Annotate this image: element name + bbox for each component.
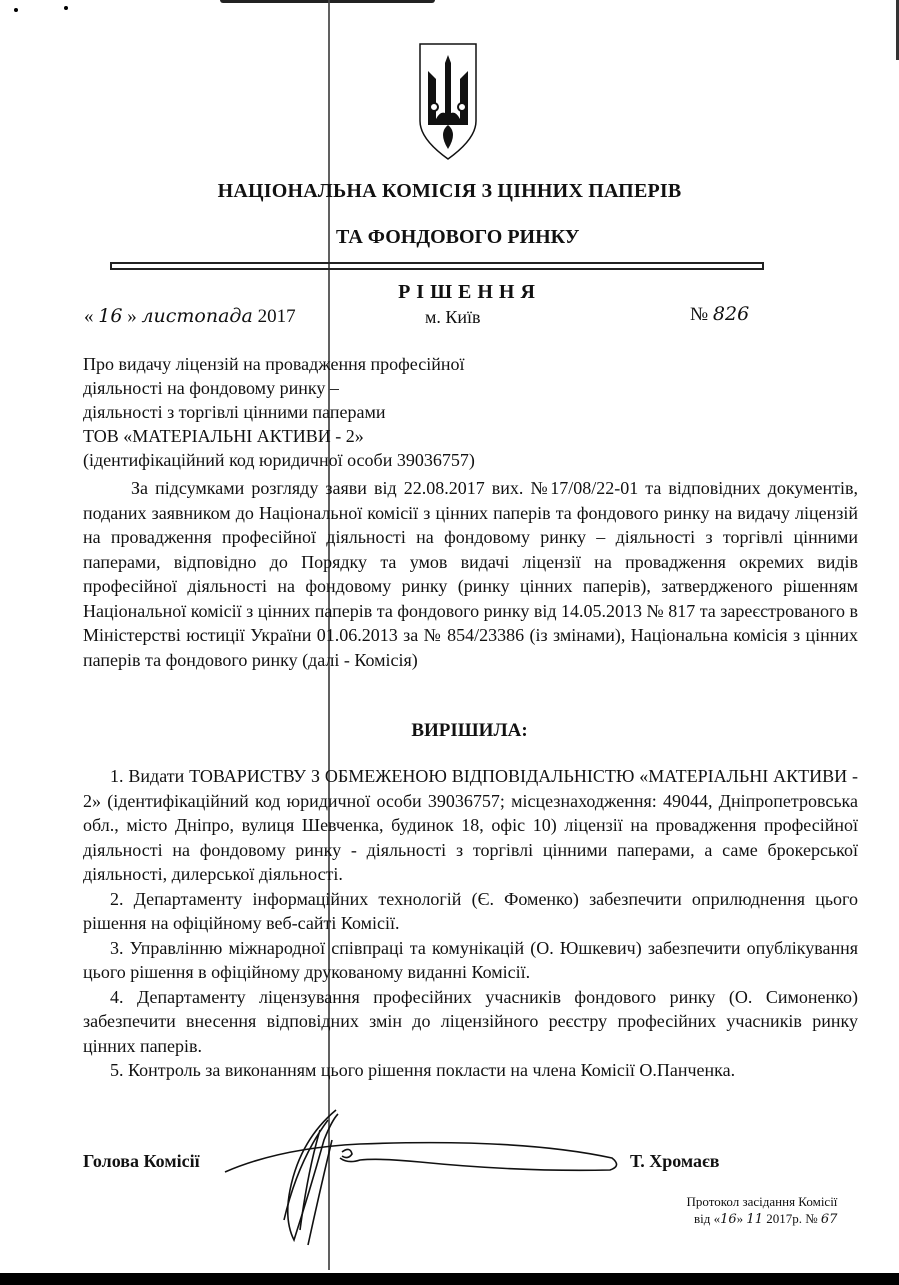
protocol-reference xyxy=(670,1193,837,1228)
number-label: № xyxy=(690,304,709,325)
signature-scribble xyxy=(220,1100,640,1250)
date-year: 2017 xyxy=(257,306,296,327)
scan-bottom-edge xyxy=(0,1273,899,1285)
subject-line: Про видачу ліцензій на провадження професійної xyxy=(83,354,465,374)
subject-line: (ідентифікаційний код юридичної особи 39036757) xyxy=(83,450,475,470)
protocol-day: 16 xyxy=(720,1212,737,1227)
organization-name-line2: ТА ФОНДОВОГО РИНКУ xyxy=(336,226,580,248)
decision-item: 1. Видати ТОВАРИСТВУ З ОБМЕЖЕНОЮ ВІДПОВІДАЛЬНІСТЮ «МАТЕРІАЛЬНІ АКТИВИ - 2» (ідентифікаційний код юридичної особи 39036757; місцезнаходження: 49044, Дніпропетровська обл., місто Дніпро, вулиця Шевченка, будинок 18, офіс 10) ліцензії на провадження професійної діяльності на фондовому ринку - діяльності з торгівлі цінними паперами, а саме брокерської діяльності, дилерської діяльності. xyxy=(83,766,858,884)
subject-line: діяльності на фондовому ринку – xyxy=(83,378,339,398)
document-title: РІШЕННЯ xyxy=(398,281,541,303)
resolved-heading: ВИРІШИЛА: xyxy=(411,720,528,741)
subject-block xyxy=(83,352,475,472)
preamble xyxy=(83,476,858,672)
city: м. Київ xyxy=(425,307,481,327)
protocol-line1: Протокол засідання Комісії xyxy=(686,1194,838,1209)
protocol-line2 xyxy=(670,1210,837,1228)
decision-item: 2. Департаменту інформаційних технологій (Є. Фоменко) забезпечити оприлюднення цього рішення на офіційному веб-сайті Комісії. xyxy=(83,888,858,933)
subject-line: діяльності з торгівлі цінними паперами xyxy=(83,402,386,422)
date-day: 16 xyxy=(98,305,123,327)
signatory-title: Голова Комісії xyxy=(83,1151,200,1171)
decision-item: 4. Департаменту ліцензування професійних учасників фондового ринку (О. Симоненко) забезпечити внесення відповідних змін до ліцензійного реєстру професійних учасників ринку цінних паперів. xyxy=(83,986,858,1056)
decision-number xyxy=(690,303,749,326)
decision-item: 3. Управлінню міжнародної співпраці та комунікацій (О. Юшкевич) забезпечити опублікування цього рішення в офіційному друкованому виданні Комісії. xyxy=(83,937,858,982)
scan-speck xyxy=(64,6,68,10)
protocol-prefix: від « xyxy=(694,1211,721,1226)
decision-date xyxy=(84,305,296,328)
coat-of-arms-icon xyxy=(418,41,480,161)
date-month: листопада xyxy=(141,305,253,327)
protocol-year: 2017р. № xyxy=(766,1211,818,1226)
protocol-number: 67 xyxy=(820,1212,838,1227)
number-value: 826 xyxy=(712,303,750,325)
signatory-name: Т. Хромаєв xyxy=(630,1151,720,1171)
organization-name-line1: НАЦІОНАЛЬНА КОМІСІЯ З ЦІННИХ ПАПЕРІВ xyxy=(217,180,682,202)
scan-speck xyxy=(14,8,18,12)
subject-line: ТОВ «МАТЕРІАЛЬНІ АКТИВИ - 2» xyxy=(83,426,364,446)
protocol-mid: » xyxy=(736,1211,744,1226)
date-open-quote: « xyxy=(84,306,94,327)
decision-items xyxy=(83,764,858,1083)
date-close-quote: » xyxy=(127,306,137,327)
preamble-text: За підсумками розгляду заяви від 22.08.2017 вих. №17/08/22-01 та відповідних документів, поданих заявником до Національної комісії з цінних паперів та фондового ринку на видачу ліцензій на провадження професійної діяльності на фондовому ринку – діяльності з торгівлі цінними паперами, відповідно до Порядку та умов видачі ліцензії на провадження окремих видів професійної діяльності на фондовому ринку (ринку цінних паперів), затвердженого рішенням Національної комісії з цінних паперів та фондового ринку від 14.05.2013 № 817 та зареєстрованого в Міністерстві юстиції України 01.06.2013 за № 854/23386 (із змінами), Національна комісія з цінних паперів та фондового ринку (далі - Комісія) xyxy=(83,478,858,670)
decision-item: 5. Контроль за виконанням цього рішення покласти на члена Комісії О.Панченка. xyxy=(110,1060,736,1080)
protocol-month: 11 xyxy=(746,1212,763,1227)
header-divider xyxy=(110,262,764,270)
